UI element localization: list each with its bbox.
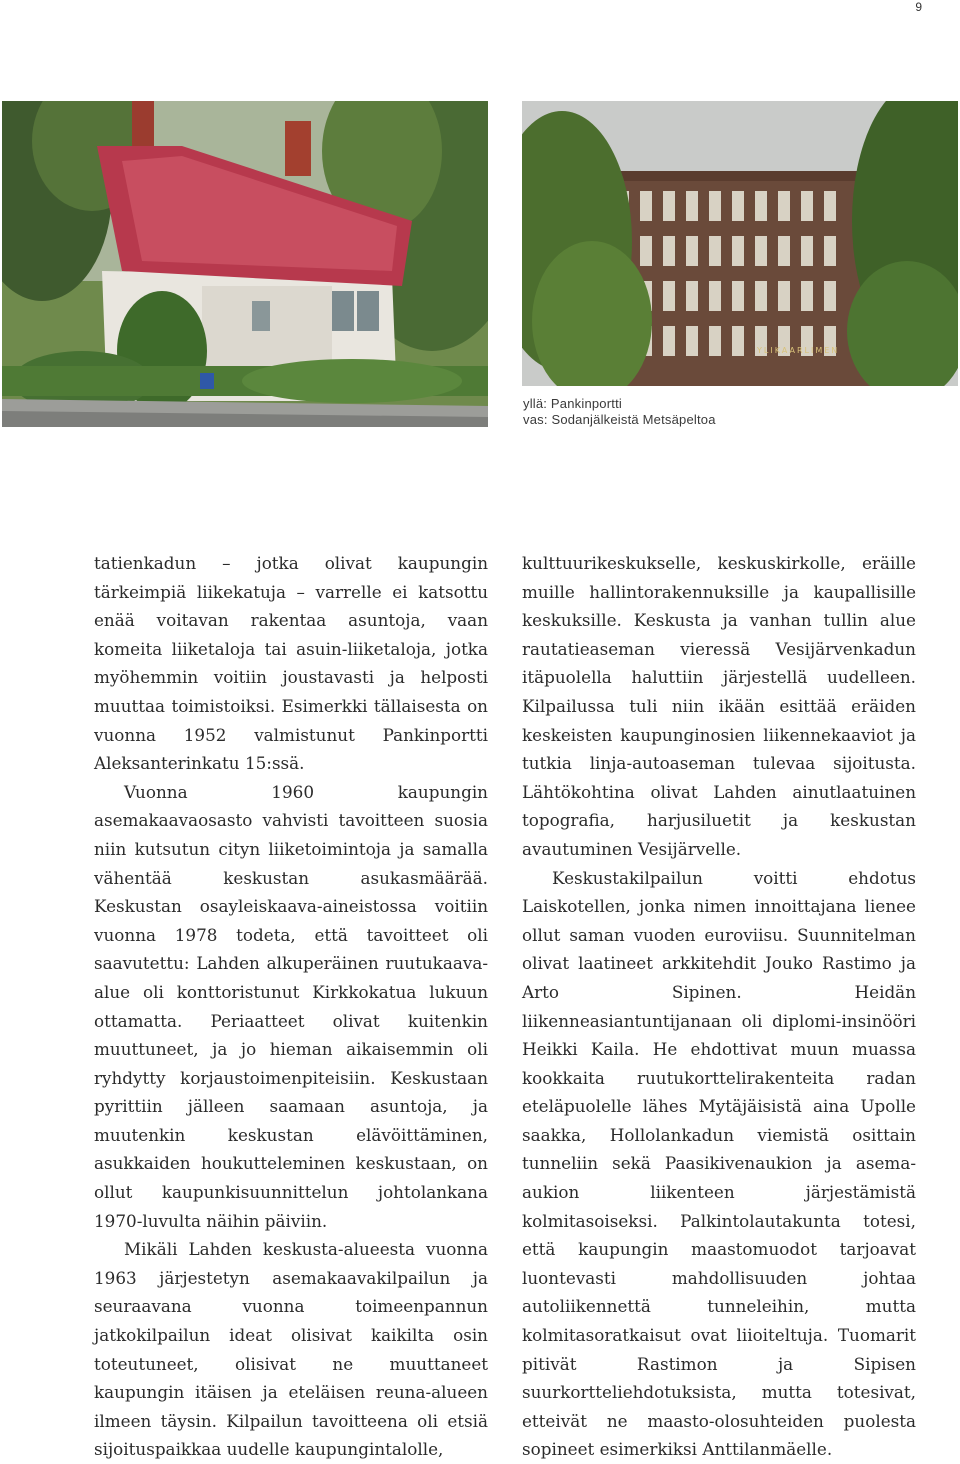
caption-line-left: vas: Sodanjälkeistä Metsäpeltoa xyxy=(523,412,716,427)
paragraph: tatienkadun – jotka olivat kaupungin tärkeimpiä liikekatuja – varrelle ei katsottu enää voitavan rakentaa asuntoja, vaan komeita liiketaloja tai asuin-liiketaloja, jotka myöhemmin voitiin joustavasti ja helposti muuttaa toimistoiksi. Esimerkki tällaisesta on vuonna 1952 valmistunut Pankinportti Aleksanterinkatu 15:ssä. xyxy=(94,553,488,774)
house-illustration xyxy=(2,101,488,427)
paragraph: Keskustakilpailun voitti ehdotus Laiskotellen, jonka nimen innoittajana lienee ollut saman vuoden euroviisu. Suunnitelman olivat laatineet arkkitehdit Jouko Rastimo ja Arto Sipinen. Heidän liikenneasiantuntijanaan oli diplomi-insinööri Heikki Kaila. He ehdottivat muun muassa kookkaita ruutukorttelirakenteita radan eteläpuolelle lähes Mytäjäisistä aina Upolle saakka, Hollolankadun viemistä osittain tunneliin sekä Paasikivenaukion ja asema-aukion liikenteen järjestämistä kolmitasoiseksi. Palkintolautakunta totesi, että kaupungin maastomuodot tarjoavat luontevasti mahdollisuuden johtaa autoliikennettä tunneleihin, mutta kolmitasoratkaisut ovat liioiteltuja. Tuomarit pitivät Rastimon ja Sipisen suurkortteliehdotuksista, mutta totesivat, etteivät ne maasto-olosuhteiden puolesta sopineet esimerkiksi Anttilanmäelle. xyxy=(522,867,916,1460)
paragraph: kulttuurikeskukselle, keskuskirkolle, eräille muille hallintorakennuksille ja kaupallisille keskuksille. Keskusta ja vanhan tullin alue rautatieaseman vieressä Vesijärvenkadun itäpuolella haluttiin järjestellä uudelleen. Kilpailussa tuli niin ikään esittää eräiden keskeisten kaupunginosien liikennekaaviot ja tutkia linja-autoaseman tulevaa sijoitusta. Lähtökohtina olivat Lahden ainutlaatuinen topografia, harjusiluetit ja keskustan avautuminen Vesijärvelle. xyxy=(522,553,916,859)
page-number: 9 xyxy=(915,0,922,14)
building-illustration xyxy=(522,101,958,386)
photo-caption xyxy=(523,396,823,428)
text-column-left xyxy=(94,549,488,1464)
caption-line-top: yllä: Pankinportti xyxy=(523,396,622,411)
text-column-right xyxy=(522,549,916,1464)
house-photo xyxy=(2,101,488,427)
paragraph: Vuonna 1960 kaupungin asemakaavaosasto vahvisti tavoitteen suosia niin kutsutun cityn liiketoimintoja ja samalla vähentää keskustan asukasmäärää. Keskustan osayleiskaava-aineistossa voitiin vuonna 1978 todeta, että tavoitteet oli saavutettu: Lahden alkuperäinen ruutukaava-alue oli konttoristunut Kirkkokatua lukuun ottamatta. Periaatteet olivat kuitenkin muuttuneet, ja jo hieman aikaisemmin oli ryhdytty korjaustoimenpiteisiin. Keskustaan pyrittiin jälleen saamaan asuntoja, ja muutenkin keskustan elävöittäminen, asukkaiden houkutteleminen keskustaan, on ollut kaupunkisuunnittelun johtolankana 1970-luvulta näihin päiviin. xyxy=(94,781,488,1231)
building-sign: YLIKAARLIMEN xyxy=(757,346,840,355)
paragraph: Mikäli Lahden keskusta-alueesta vuonna 1963 järjestetyn asemakaavakilpailun ja seuraavana vuonna toimeenpannun jatkokilpailun ideat olisivat kaikilta osin toteutuneet, olisivat ne muuttaneet kaupungin itäisen ja eteläisen reuna-alueen ilmeen täysin. Kilpailun tavoitteena oli etsiä sijoituspaikkaa uudelle kaupungintalolle, xyxy=(94,1239,488,1460)
office-building-photo xyxy=(522,101,958,386)
